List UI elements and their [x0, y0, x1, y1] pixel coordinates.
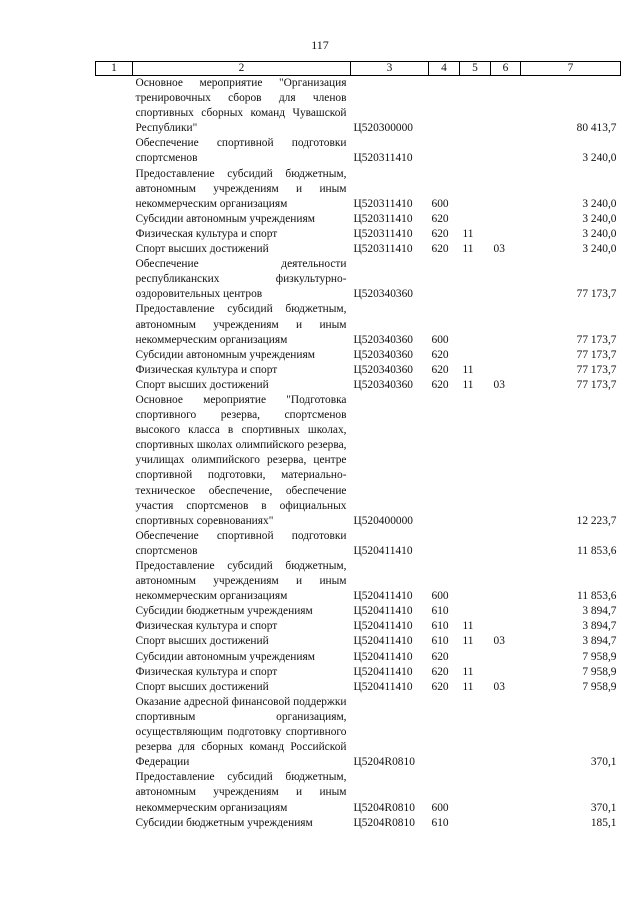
cell-expense-type: 620 — [431, 363, 449, 376]
cell-num — [96, 136, 133, 166]
page-number: 117 — [311, 38, 329, 52]
cell-target-code: Ц520411410 — [353, 605, 413, 618]
table-row — [96, 665, 621, 680]
cell-name: Основное мероприятие "Подготовка спортивного резерва, спортсменов высокого класса в спортивных школах, спортивных школах олимпийского резерва, училищах олимпийского резерва, центре спортивной подготовки, материально-техническое обеспечение, обеспечение участия спортсменов в официальных спортивных соревнованиях" — [135, 393, 347, 527]
cell-subsection: 03 — [493, 378, 505, 391]
cell-expense-type: 610 — [431, 620, 449, 633]
cell-amount: 3 894,7 — [582, 635, 617, 648]
cell-num — [96, 604, 133, 619]
table-row — [96, 227, 621, 242]
cell-section — [460, 76, 491, 137]
cell-subsection — [491, 559, 521, 604]
cell-target-code: Ц520400000 — [353, 514, 413, 527]
cell-amount: 77 173,7 — [576, 378, 617, 391]
cell-section — [460, 816, 491, 831]
cell-name: Предоставление субсидий бюджетным, автономным учреждениям и иным некоммерческим организациям — [135, 771, 347, 814]
cell-target-code: Ц520340360 — [353, 333, 413, 346]
cell-name: Субсидии автономным учреждениям — [135, 348, 315, 361]
cell-amount: 7 958,9 — [582, 650, 617, 663]
cell-section: 11 — [462, 680, 474, 693]
header-row — [96, 62, 621, 76]
cell-amount: 7 958,9 — [582, 680, 617, 693]
cell-name: Обеспечение спортивной подготовки спортсменов — [135, 137, 347, 165]
cell-target-code: Ц520300000 — [353, 122, 413, 135]
cell-num — [96, 363, 133, 378]
cell-target-code: Ц5204R0810 — [353, 756, 415, 769]
cell-num — [96, 529, 133, 559]
table-row — [96, 770, 621, 815]
cell-subsection — [491, 393, 521, 529]
cell-target-code: Ц520411410 — [353, 650, 413, 663]
cell-section — [460, 559, 491, 604]
cell-name: Спорт высших достижений — [135, 243, 269, 256]
cell-amount: 7 958,9 — [582, 665, 617, 678]
cell-section — [460, 695, 491, 770]
cell-subsection — [491, 76, 521, 137]
table-row — [96, 136, 621, 166]
cell-expense-type: 620 — [431, 680, 449, 693]
cell-subsection — [491, 695, 521, 770]
table-row — [96, 378, 621, 393]
cell-expense-type — [429, 393, 460, 529]
cell-expense-type: 600 — [431, 801, 449, 814]
cell-amount: 185,1 — [590, 816, 617, 829]
cell-name: Физическая культура и спорт — [135, 620, 278, 633]
cell-section — [460, 302, 491, 347]
cell-expense-type: 600 — [431, 197, 449, 210]
cell-name: Физическая культура и спорт — [135, 227, 278, 240]
header-col-3: 3 — [351, 62, 429, 76]
cell-section: 11 — [462, 620, 474, 633]
header-col-1: 1 — [96, 62, 133, 76]
table-row — [96, 302, 621, 347]
table-row — [96, 634, 621, 649]
cell-num — [96, 665, 133, 680]
cell-target-code: Ц5204R0810 — [353, 801, 415, 814]
header-col-5: 5 — [460, 62, 491, 76]
cell-subsection — [491, 227, 521, 242]
cell-subsection — [491, 529, 521, 559]
cell-section — [460, 136, 491, 166]
cell-target-code: Ц520411410 — [353, 680, 413, 693]
cell-expense-type: 620 — [431, 378, 449, 391]
cell-subsection — [491, 816, 521, 831]
cell-amount: 3 240,0 — [582, 152, 617, 165]
cell-target-code: Ц520411410 — [353, 544, 413, 557]
header-col-4: 4 — [429, 62, 460, 76]
table-row — [96, 529, 621, 559]
cell-section — [460, 604, 491, 619]
cell-subsection — [491, 136, 521, 166]
cell-name: Субсидии бюджетным учреждениям — [135, 605, 313, 618]
cell-section — [460, 348, 491, 363]
cell-amount: 3 240,0 — [582, 243, 617, 256]
cell-num — [96, 695, 133, 770]
cell-num — [96, 634, 133, 649]
cell-section — [460, 770, 491, 815]
table-row — [96, 680, 621, 695]
table-row — [96, 559, 621, 604]
table-row — [96, 167, 621, 212]
cell-amount: 77 173,7 — [576, 333, 617, 346]
cell-amount: 77 173,7 — [576, 348, 617, 361]
cell-amount: 77 173,7 — [576, 363, 617, 376]
cell-num — [96, 212, 133, 227]
cell-num — [96, 348, 133, 363]
cell-section: 11 — [462, 665, 474, 678]
cell-target-code: Ц520311410 — [353, 243, 413, 256]
cell-target-code: Ц5204R0810 — [353, 816, 415, 829]
cell-name: Спорт высших достижений — [135, 635, 269, 648]
cell-section: 11 — [462, 243, 474, 256]
cell-expense-type: 610 — [431, 635, 449, 648]
cell-name: Физическая культура и спорт — [135, 665, 278, 678]
cell-section: 11 — [462, 378, 474, 391]
cell-section — [460, 257, 491, 302]
cell-expense-type: 610 — [431, 605, 449, 618]
cell-subsection: 03 — [493, 635, 505, 648]
cell-expense-type: 620 — [431, 243, 449, 256]
cell-subsection — [491, 650, 521, 665]
cell-amount: 3 894,7 — [582, 605, 617, 618]
table-row — [96, 816, 621, 831]
cell-amount: 11 853,6 — [577, 590, 617, 603]
cell-amount: 370,1 — [590, 756, 617, 769]
cell-subsection — [491, 619, 521, 634]
cell-name: Оказание адресной финансовой поддержки спортивным организациям, осуществляющим подготовку спортивного резерва для сборных команд Российской Федерации — [135, 695, 347, 769]
budget-table — [95, 61, 621, 831]
cell-target-code: Ц520340360 — [353, 288, 413, 301]
table-body — [96, 76, 621, 831]
cell-section — [460, 529, 491, 559]
cell-target-code: Ц520311410 — [353, 152, 413, 165]
cell-expense-type — [429, 76, 460, 137]
table-row — [96, 76, 621, 137]
cell-name: Обеспечение спортивной подготовки спортсменов — [135, 529, 347, 557]
cell-name: Физическая культура и спорт — [135, 363, 278, 376]
cell-subsection — [491, 212, 521, 227]
cell-section — [460, 393, 491, 529]
cell-name: Основное мероприятие "Организация тренировочных сборов для членов спортивных сборных команд Чувашской Республики" — [135, 77, 347, 135]
cell-subsection — [491, 257, 521, 302]
cell-subsection: 03 — [493, 680, 505, 693]
cell-name: Предоставление субсидий бюджетным, автономным учреждениям и иным некоммерческим организациям — [135, 167, 347, 210]
cell-name: Спорт высших достижений — [135, 378, 269, 391]
cell-target-code: Ц520311410 — [353, 212, 413, 225]
table-row — [96, 650, 621, 665]
cell-num — [96, 393, 133, 529]
cell-section: 11 — [462, 227, 474, 240]
cell-name: Предоставление субсидий бюджетным, автономным учреждениям и иным некоммерческим организациям — [135, 560, 347, 603]
cell-expense-type — [429, 257, 460, 302]
cell-expense-type: 600 — [431, 333, 449, 346]
cell-target-code: Ц520340360 — [353, 348, 413, 361]
cell-name: Субсидии бюджетным учреждениям — [135, 816, 313, 829]
cell-num — [96, 242, 133, 257]
cell-amount: 3 240,0 — [582, 227, 617, 240]
cell-expense-type: 620 — [431, 348, 449, 361]
cell-subsection — [491, 348, 521, 363]
table-row — [96, 348, 621, 363]
cell-num — [96, 302, 133, 347]
cell-expense-type: 610 — [431, 816, 449, 829]
cell-section: 11 — [462, 363, 474, 376]
cell-name: Обеспечение деятельности республиканских физкультурно-оздоровительных центров — [135, 258, 347, 301]
cell-name: Спорт высших достижений — [135, 680, 269, 693]
table-row — [96, 242, 621, 257]
cell-target-code: Ц520411410 — [353, 635, 413, 648]
cell-num — [96, 257, 133, 302]
cell-expense-type: 620 — [431, 227, 449, 240]
table-row — [96, 257, 621, 302]
cell-name: Предоставление субсидий бюджетным, автономным учреждениям и иным некоммерческим организациям — [135, 303, 347, 346]
cell-target-code: Ц520340360 — [353, 363, 413, 376]
cell-section — [460, 212, 491, 227]
cell-subsection — [491, 167, 521, 212]
cell-expense-type: 620 — [431, 650, 449, 663]
table-row — [96, 619, 621, 634]
cell-target-code: Ц520311410 — [353, 227, 413, 240]
cell-amount: 3 894,7 — [582, 620, 617, 633]
cell-expense-type — [429, 695, 460, 770]
header-col-6: 6 — [491, 62, 521, 76]
table-row — [96, 695, 621, 770]
cell-num — [96, 167, 133, 212]
table-row — [96, 212, 621, 227]
cell-amount: 3 240,0 — [582, 197, 617, 210]
cell-expense-type: 620 — [431, 665, 449, 678]
cell-num — [96, 619, 133, 634]
cell-expense-type: 620 — [431, 212, 449, 225]
table-row — [96, 604, 621, 619]
cell-expense-type — [429, 529, 460, 559]
table-row — [96, 393, 621, 529]
cell-amount: 370,1 — [590, 801, 617, 814]
cell-subsection — [491, 665, 521, 680]
cell-subsection — [491, 363, 521, 378]
cell-expense-type: 600 — [431, 590, 449, 603]
cell-expense-type — [429, 136, 460, 166]
cell-target-code: Ц520340360 — [353, 378, 413, 391]
cell-amount: 3 240,0 — [582, 212, 617, 225]
cell-target-code: Ц520411410 — [353, 590, 413, 603]
cell-name: Субсидии автономным учреждениям — [135, 650, 315, 663]
cell-section — [460, 167, 491, 212]
cell-subsection — [491, 604, 521, 619]
cell-num — [96, 680, 133, 695]
cell-amount: 11 853,6 — [577, 544, 617, 557]
cell-subsection — [491, 770, 521, 815]
cell-amount: 12 223,7 — [576, 514, 617, 527]
cell-amount: 80 413,7 — [576, 122, 617, 135]
cell-name: Субсидии автономным учреждениям — [135, 212, 315, 225]
cell-target-code: Ц520311410 — [353, 197, 413, 210]
cell-num — [96, 650, 133, 665]
cell-subsection: 03 — [493, 243, 505, 256]
cell-section — [460, 650, 491, 665]
cell-num — [96, 816, 133, 831]
cell-target-code: Ц520411410 — [353, 665, 413, 678]
cell-num — [96, 227, 133, 242]
cell-num — [96, 770, 133, 815]
cell-section: 11 — [462, 635, 474, 648]
cell-num — [96, 76, 133, 137]
cell-num — [96, 378, 133, 393]
table-row — [96, 363, 621, 378]
header-col-7: 7 — [521, 62, 621, 76]
cell-subsection — [491, 302, 521, 347]
cell-num — [96, 559, 133, 604]
cell-amount: 77 173,7 — [576, 288, 617, 301]
cell-target-code: Ц520411410 — [353, 620, 413, 633]
header-col-2: 2 — [133, 62, 351, 76]
